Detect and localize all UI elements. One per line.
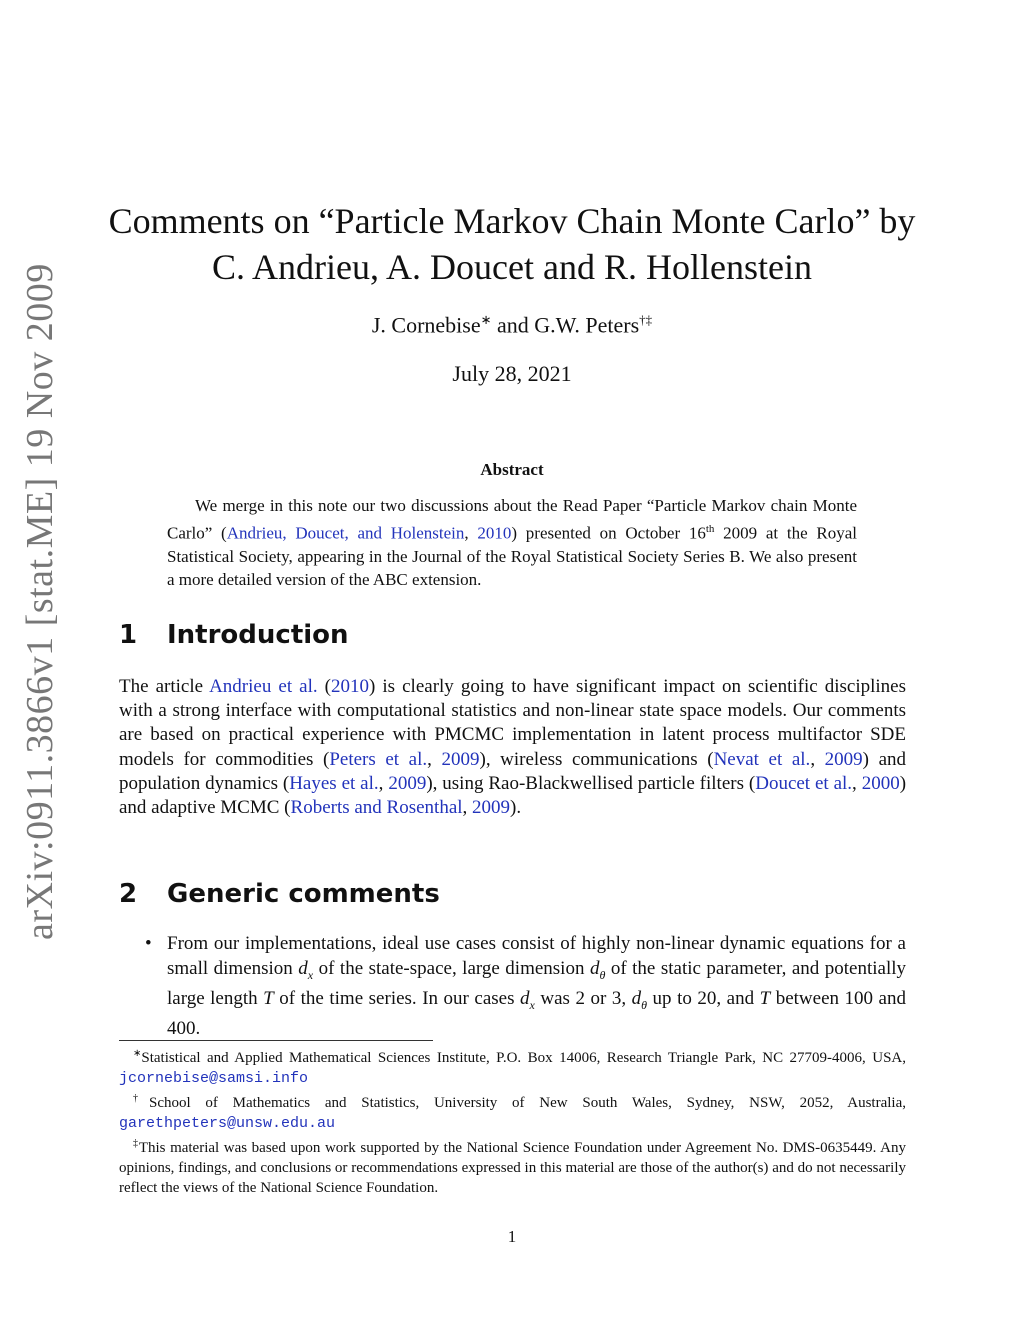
section-title: Introduction	[167, 620, 349, 650]
footnote-rule	[119, 1040, 433, 1041]
citation-link-doucet[interactable]: Doucet et al.	[755, 772, 853, 794]
text-run: ) and adaptive MCMC (	[119, 772, 907, 819]
abstract-text-part: We merge in this note our two discussions about the Read Paper “Particle Markov chain Monte Carlo” (	[167, 496, 857, 543]
footnote-mark-dagger[interactable]: †‡	[639, 312, 653, 327]
citation-link-peters[interactable]: Peters et al.	[329, 748, 428, 770]
abstract-text-part: 2009 at the Royal Statistical Society, appearing in the Journal of the Royal Statistical Society Series B. We also present a more detailed version of the ABC extension.	[167, 523, 857, 590]
citation-year-link[interactable]: 2009	[388, 772, 427, 794]
footnote-3	[119, 1134, 906, 1198]
math-T: T	[759, 987, 771, 1009]
math-symbol: d	[520, 987, 530, 1009]
abstract-text	[167, 494, 857, 592]
author-and: and	[497, 312, 529, 338]
section-number: 1	[119, 620, 138, 650]
email-link-peters[interactable]: garethpeters@unsw.edu.au	[119, 1115, 336, 1132]
footnote-mark-asterisk[interactable]: ∗	[480, 312, 492, 327]
paper-date: July 28, 2021	[452, 361, 572, 386]
text-run: of the state-space, large dimension	[313, 957, 590, 979]
author-cornebise: J. Cornebise	[371, 312, 481, 338]
author-line	[100, 312, 924, 338]
citation-link-andrieu-2010[interactable]: Andrieu, Doucet, and Holenstein	[226, 523, 465, 543]
ordinal-suffix: th	[705, 522, 715, 535]
math-subscript: θ	[641, 997, 648, 1012]
text-run: ), using Rao-Blackwellised particle filters (	[426, 772, 756, 794]
footnote-1	[119, 1044, 906, 1089]
text-run: ,	[810, 748, 825, 770]
footnote-2	[119, 1089, 906, 1134]
math-symbol: d	[298, 957, 308, 979]
section-number: 2	[119, 879, 138, 909]
text-run: ), wireless communications (	[479, 748, 714, 770]
paper-title	[100, 198, 924, 290]
text-run: ,	[462, 797, 473, 819]
citation-link-nevat[interactable]: Nevat et al.	[713, 748, 811, 770]
abstract-heading: Abstract	[480, 460, 544, 479]
section-title: Generic comments	[167, 879, 440, 909]
footnotes	[119, 1044, 906, 1198]
math-subscript: x	[307, 967, 314, 982]
text-run: (	[317, 676, 332, 697]
citation-link-andrieu[interactable]: Andrieu et al.	[209, 676, 318, 697]
text-run: ,	[427, 748, 442, 770]
math-subscript: θ	[599, 967, 606, 982]
math-subscript: x	[529, 997, 535, 1012]
text-run: ,	[852, 772, 862, 794]
bullet-marker: •	[145, 933, 152, 954]
author-peters: G.W. Peters	[534, 312, 640, 338]
citation-year-link[interactable]: 2000	[861, 772, 900, 794]
arxiv-identifier-stamp: arXiv:0911.3866v1 [stat.ME] 19 Nov 2009	[19, 263, 61, 940]
text-run: up to 20, and	[647, 987, 760, 1009]
text-run: between 100 and 400.	[167, 987, 906, 1040]
footnote-mark: ‡	[133, 1138, 139, 1149]
text-run: ).	[510, 797, 522, 819]
footnote-text: This material was based upon work supported by the National Science Foundation under Agreement No. DMS-0635449. Any opinions, findings, and conclusions or recommendations expressed in this material are those of the author(s) and do not necessarily reflect the views of the National Science Foundation.	[119, 1140, 907, 1196]
text-run: ,	[378, 772, 389, 794]
bullet-text	[167, 932, 906, 1042]
text-run: ) is clearly going to have significant impact on scientific disciplines with a strong interface with computational statistics and non-linear state space models. Our comments are based on practical experience with PMCMC implementation in latent process multifactor SDE models for commodities (	[119, 676, 906, 770]
footnote-text: School of Mathematics and Statistics, University of New South Wales, Sydney, NSW, 2052, Australia,	[149, 1095, 906, 1111]
section-heading-introduction	[119, 620, 349, 650]
text-run: was 2 or 3,	[534, 987, 632, 1009]
text-run: The article	[119, 676, 210, 697]
math-dx	[298, 957, 314, 982]
math-symbol: d	[631, 987, 642, 1009]
citation-year-link[interactable]: 2010	[331, 676, 370, 697]
section-heading-generic-comments	[119, 879, 440, 909]
email-link-cornebise[interactable]: jcornebise@samsi.info	[119, 1070, 309, 1087]
citation-year-link[interactable]: 2009	[472, 797, 511, 819]
introduction-paragraph	[119, 675, 906, 820]
page-number: 1	[507, 1227, 517, 1246]
citation-link-hayes[interactable]: Hayes et al.	[289, 772, 379, 794]
text-run: of the time series. In our cases	[273, 987, 521, 1009]
title-line-1: Comments on “Particle Markov Chain Monte Carlo” by	[108, 201, 916, 241]
math-symbol: d	[589, 957, 600, 979]
text-run: From our implementations, ideal use cases consist of highly non-linear dynamic equations for a small dimension	[167, 933, 906, 979]
title-line-2: C. Andrieu, A. Doucet and R. Hollenstein	[212, 247, 812, 287]
footnote-mark: ∗	[133, 1048, 142, 1059]
text-run: of the static parameter, and potentially large length	[167, 957, 907, 1009]
math-dtheta	[589, 957, 606, 982]
citation-year-link[interactable]: 2009	[441, 748, 480, 770]
footnote-mark: †	[133, 1093, 149, 1104]
citation-year-link[interactable]: 2010	[477, 523, 512, 543]
footnote-text: Statistical and Applied Mathematical Sciences Institute, P.O. Box 14006, Research Triangle Park, NC 27709-4006, USA,	[141, 1050, 906, 1066]
abstract-text-part: ) presented on October 16	[511, 523, 706, 543]
math-T: T	[263, 987, 274, 1009]
bullet-list-item	[145, 932, 906, 1042]
citation-link-roberts-rosenthal[interactable]: Roberts and Rosenthal	[290, 797, 463, 819]
text-run: ) and population dynamics (	[119, 748, 907, 794]
math-dtheta	[631, 987, 648, 1012]
math-dx	[520, 987, 535, 1012]
abstract-text-part: ,	[464, 523, 478, 543]
citation-year-link[interactable]: 2009	[824, 748, 863, 770]
